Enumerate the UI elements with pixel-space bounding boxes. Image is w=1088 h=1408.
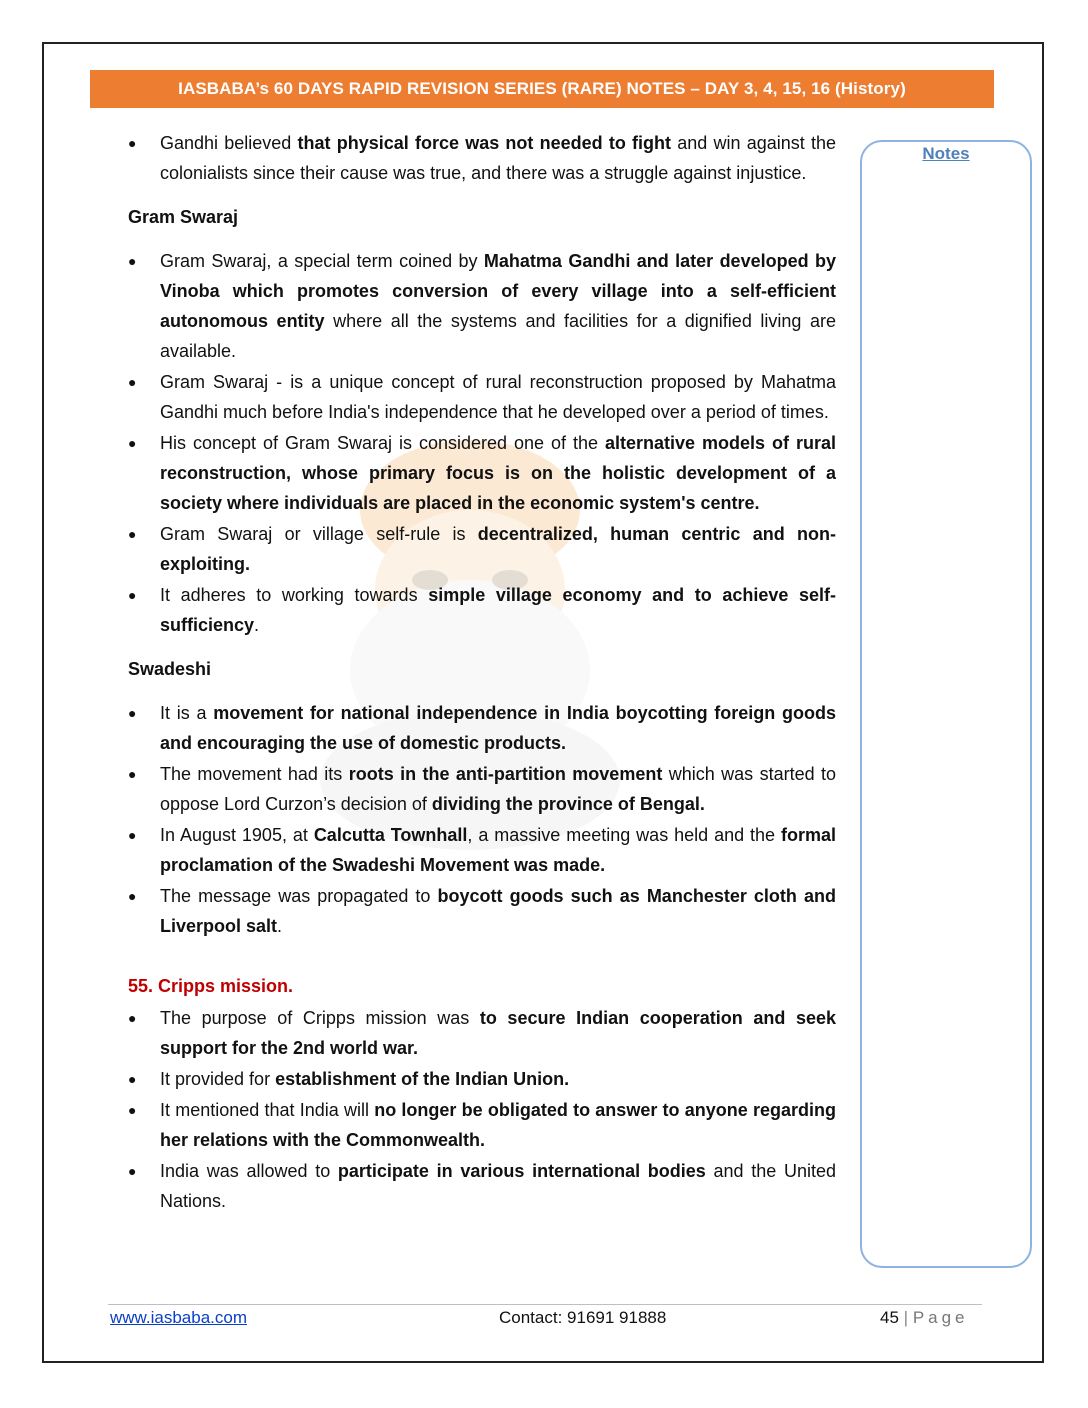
list-item: ● In August 1905, at Calcutta Townhall, a massive meeting was held and the formal proclamation of the Swadeshi Movement was made. bbox=[128, 820, 836, 880]
page-label: Page bbox=[912, 1308, 969, 1327]
list-item: ● The purpose of Cripps mission was to secure Indian cooperation and seek support for the 2nd world war. bbox=[128, 1003, 836, 1063]
bullet-icon: ● bbox=[128, 705, 137, 721]
section-heading-cripps-mission: 55. Cripps mission. bbox=[128, 976, 294, 996]
bullet-icon: ● bbox=[128, 827, 137, 843]
list-item: ● India was allowed to participate in various international bodies and the United Nations. bbox=[128, 1156, 836, 1216]
footer-contact: Contact: 91691 91888 bbox=[499, 1308, 667, 1327]
list-item: ● It provided for establishment of the Indian Union. bbox=[128, 1064, 836, 1094]
list-item: ● It adheres to working towards simple village economy and to achieve self-sufficiency. bbox=[128, 580, 836, 640]
bullet-icon: ● bbox=[128, 1010, 137, 1026]
bullet-icon: ● bbox=[128, 587, 137, 603]
bullet-icon: ● bbox=[128, 1163, 137, 1179]
list-item: ● The movement had its roots in the anti-partition movement which was started to oppose Lord Curzon’s decision of dividing the province of Bengal. bbox=[128, 759, 836, 819]
section-heading-swadeshi: Swadeshi bbox=[128, 659, 212, 679]
bullet-icon: ● bbox=[128, 253, 137, 269]
list-item: ● Gandhi believed that physical force was not needed to fight and win against the colonialists since their cause was true, and there was a struggle against injustice. bbox=[128, 128, 836, 188]
bullet-icon: ● bbox=[128, 888, 137, 904]
swadeshi-list bbox=[128, 698, 836, 941]
list-item: ● It mentioned that India will no longer be obligated to answer to anyone regarding her relations with the Commonwealth. bbox=[128, 1095, 836, 1155]
gram-swaraj-list bbox=[128, 246, 836, 640]
list-item: ● Gram Swaraj or village self-rule is decentralized, human centric and non-exploiting. bbox=[128, 519, 836, 579]
page-separator: | bbox=[903, 1308, 909, 1327]
notes-label: Notes bbox=[922, 144, 970, 163]
main-content bbox=[128, 128, 836, 1217]
bullet-icon: ● bbox=[128, 526, 137, 542]
notes-sidebar bbox=[860, 140, 1032, 1268]
bullet-icon: ● bbox=[128, 766, 137, 782]
bullet-icon: ● bbox=[128, 1071, 137, 1087]
list-item: ● Gram Swaraj - is a unique concept of rural reconstruction proposed by Mahatma Gandhi much before India's independence that he developed over a period of times. bbox=[128, 367, 836, 427]
footer-divider bbox=[108, 1304, 982, 1305]
bullet-icon: ● bbox=[128, 1102, 137, 1118]
list-item: ● The message was propagated to boycott goods such as Manchester cloth and Liverpool salt. bbox=[128, 881, 836, 941]
cripps-list bbox=[128, 1003, 836, 1216]
footer-page-number bbox=[880, 1308, 969, 1328]
bullet-icon: ● bbox=[128, 435, 137, 451]
bullet-icon: ● bbox=[128, 135, 137, 151]
intro-list bbox=[128, 128, 836, 188]
header-title: IASBABA’s 60 DAYS RAPID REVISION SERIES (RARE) NOTES – DAY 3, 4, 15, 16 (History) bbox=[178, 79, 906, 98]
page-number: 45 bbox=[880, 1308, 899, 1327]
list-item: ● His concept of Gram Swaraj is considered one of the alternative models of rural reconstruction, whose primary focus is on the holistic development of a society where individuals are placed in the economic system's centre. bbox=[128, 428, 836, 518]
section-heading-gram-swaraj: Gram Swaraj bbox=[128, 207, 239, 227]
bullet-icon: ● bbox=[128, 374, 137, 390]
list-item: ● It is a movement for national independence in India boycotting foreign goods and encouraging the use of domestic products. bbox=[128, 698, 836, 758]
website-link[interactable]: www.iasbaba.com bbox=[110, 1308, 248, 1327]
list-item: ● Gram Swaraj, a special term coined by Mahatma Gandhi and later developed by Vinoba which promotes conversion of every village into a self-efficient autonomous entity where all the systems and facilities for a dignified living are available. bbox=[128, 246, 836, 366]
header-banner bbox=[90, 70, 994, 108]
